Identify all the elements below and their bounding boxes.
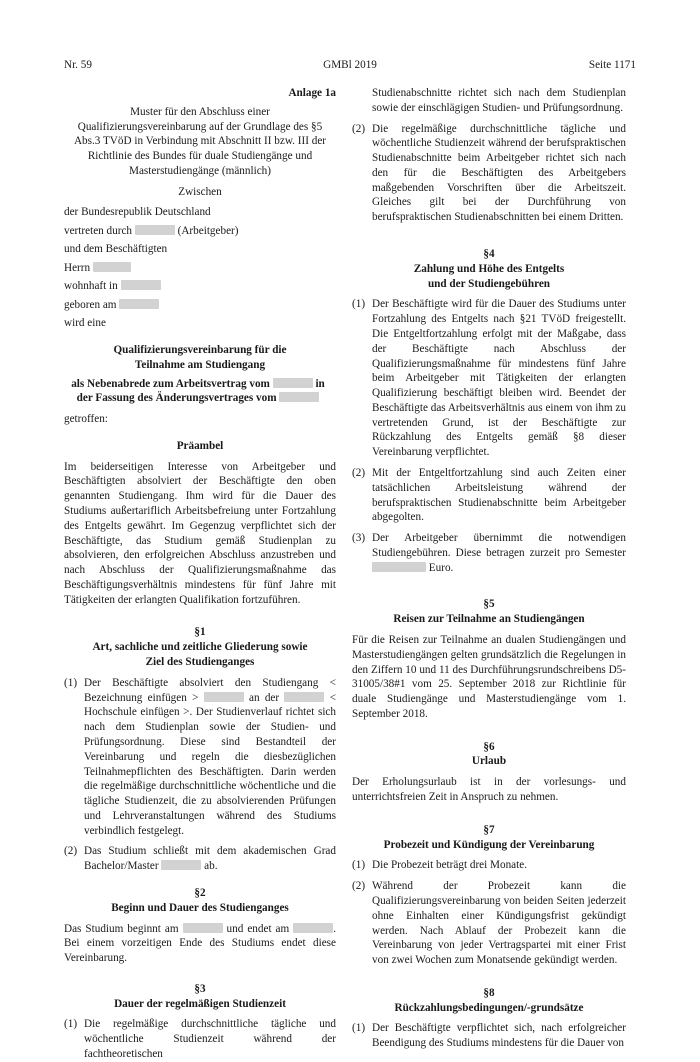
- side-agreement-line: als Nebenabrede zum Arbeitsvertrag vom in der Fassung des Änderungsvertrages vom: [71, 377, 325, 405]
- concluded-label: getroffen:: [64, 413, 108, 426]
- redaction-block: [279, 392, 319, 402]
- section-3-paragraph-1: (1) Die regelmäßige durchschnittliche tägliche und wöchentliche Studienzeit während der fachtheoretischen: [64, 1018, 336, 1060]
- right-column: [352, 86, 626, 1051]
- party-line: und dem Beschäftigten: [64, 243, 168, 256]
- section-5-title: Reisen zur Teilnahme an Studiengängen: [393, 613, 585, 626]
- section-1-paragraph-2: (2) Das Studium schließt mit dem akademischen Grad Bachelor/Master ab.: [64, 845, 336, 873]
- section-6-text: Der Erholungsurlaub ist in der vorlesungs- und unterrichtsfreien Zeit in Anspruch zu nehmen.: [352, 776, 626, 804]
- parties-block: [64, 203, 336, 333]
- annex-label: Anlage 1a: [288, 87, 336, 99]
- agreement-title: Qualifizierungsvereinbarung für die Teilnahme am Studiengang: [113, 343, 287, 371]
- redaction-block: [273, 378, 313, 388]
- issue-number: Nr. 59: [64, 59, 92, 71]
- redaction-block: [372, 562, 426, 572]
- section-6-number: §6: [483, 740, 495, 753]
- intro-text: Muster für den Abschluss einer Qualifizierungsvereinbarung auf der Grundlage des §5 Abs.3 TVöD in Verbindung mit Abschnitt II bzw. III der Richtlinie des Bundes für duale Studiengänge und Masterstudiengänge (männlich): [73, 105, 327, 177]
- section-4-number: §4: [483, 248, 495, 261]
- section-2-title: Beginn und Dauer des Studienganges: [111, 901, 289, 914]
- section-7-paragraph-1: (1) Die Probezeit beträgt drei Monate.: [352, 859, 528, 872]
- section-5-number: §5: [483, 598, 495, 611]
- section-8-title: Rückzahlungsbedingungen/-grundsätze: [394, 1001, 584, 1014]
- redaction-block: [121, 280, 161, 290]
- section-4-paragraph-1: (1) Der Beschäftigte wird für die Dauer des Studiums unter Fortzahlung des Entgelts nach §21 TVöD freigestellt. Die Entgeltfortzahlung erfolgt mit der Maßgabe, dass der Beschäftigte nach Abschluss der Qualifizierungsmaßnahme für mindestens fünf Jahre beim Arbeitgeber mit Tätigkeiten der erlangten Qualifizierung beschäftigt bleiben wird. Beendet der Beschäftigte das Arbeitsverhältnis aus einem von ihm zu vertretenden Grund, ist der Beschäftigte zur Rückzahlung des Entgelts gemäß §8 dieser Vereinbarung verpflichtet.: [352, 298, 626, 459]
- party-line: vertreten durch (Arbeitgeber): [64, 224, 239, 237]
- section-4-paragraph-3: (3) Der Arbeitgeber übernimmt die notwendigen Studiengebühren. Diese betragen zurzeit pro Semester Euro.: [352, 532, 626, 574]
- section-3-paragraph-2: (2) Die regelmäßige durchschnittliche tägliche und wöchentliche Studienzeit während der berufspraktischen Studienabschnitte beim Arbeitgeber richtet sich nach den für die Beschäftigten des Arbeitgebers maßgebenden Vorschriften über die Arbeitszeit. Gleiches gilt bei der Durchführung von berufspraktischen Studienabschnitten bei einem Dritten.: [352, 122, 626, 224]
- party-line: wird eine: [64, 317, 106, 330]
- section-8-paragraph-1: (1) Der Beschäftigte verpflichtet sich, nach erfolgreicher Beendigung des Studiums mindestens für die Dauer von: [352, 1022, 626, 1050]
- preamble-heading: Präambel: [176, 439, 224, 452]
- section-7-paragraph-2: (2) Während der Probezeit kann die Qualifizierungsvereinbarung von beiden Seiten jederzeit ohne Einhalten einer Kündigungsfrist gekündigt werden. Nach Ablauf der Probezeit kann die Vereinbarung von jeder Vertragspartei mit einer Frist von zwei Wochen zum Monatsende gekündigt werden.: [352, 880, 626, 967]
- section-1-paragraph-1: (1) Der Beschäftigte absolviert den Studiengang < Bezeichnung einfügen > an der < Hochschule einfügen >. Der Studienverlauf richtet sich nach dem Studienplan sowie der Studien- und Prüfungsordnung. Diese sind Bestandteil der Vereinbarung und regeln die diesbezüglichen Teilnahmepflichten des Beschäftigten. Darin werden die regelmäßige durchschnittliche wöchentliche und die tägliche Studienzeit, die zu absolvierenden Prüfungen und Lehrveranstaltungen während des Studiums verbindlich festgelegt.: [64, 676, 336, 837]
- party-line: wohnhaft in: [64, 277, 336, 296]
- redaction-block: [204, 692, 244, 702]
- journal-name: GMBl 2019: [323, 59, 377, 71]
- redaction-block: [135, 225, 175, 235]
- redaction-block: [119, 299, 159, 309]
- section-7-title: Probezeit und Kündigung der Vereinbarung: [383, 838, 595, 851]
- party-line: Herrn: [64, 259, 336, 278]
- section-6-title: Urlaub: [471, 755, 507, 768]
- section-1-title: Art, sachliche und zeitliche Gliederung sowie Ziel des Studienganges: [92, 641, 308, 669]
- section-2-text: Das Studium beginnt am und endet am . Bei einem vorzeitigen Ende des Studiums endet diese Vereinbarung.: [64, 922, 337, 965]
- redaction-block: [183, 923, 223, 933]
- section-4-title: Zahlung und Höhe des Entgelts und der Studiengebühren: [413, 262, 565, 290]
- section-3-continued: Studienabschnitte richtet sich nach dem Studienplan sowie der einschlägigen Studien- und Prüfungsordnung.: [372, 87, 626, 114]
- section-2-number: §2: [194, 886, 206, 899]
- redaction-block: [161, 860, 201, 870]
- between-label: Zwischen: [178, 185, 222, 198]
- page-header: [64, 58, 636, 74]
- party-line: der Bundesrepublik Deutschland: [64, 206, 211, 219]
- page-number: Seite 1171: [588, 59, 636, 71]
- party-line: geboren am: [64, 296, 336, 315]
- redaction-block: [93, 262, 131, 272]
- section-4-paragraph-2: (2) Mit der Entgeltfortzahlung sind auch Zeiten einer tatsächlichen Arbeitsleistung während der berufspraktischen Studienabschnitte beim Arbeitgeber abgegolten.: [352, 466, 626, 524]
- section-3-number: §3: [194, 982, 206, 995]
- redaction-block: [284, 692, 324, 702]
- section-5-text: Für die Reisen zur Teilnahme an dualen Studiengängen und Masterstudiengängen gelten grundsätzlich die Regelungen in den Ziffern 10 und 11 des Durchführungsrundschreibens D5-31005/38#1 vom 25. September 2018 zur Richtlinie für duale Studiengänge und Masterstudiengänge vom 1. September 2018.: [352, 634, 626, 720]
- redaction-block: [293, 923, 333, 933]
- section-7-number: §7: [483, 823, 495, 836]
- preamble-text: Im beiderseitigen Interesse von Arbeitgeber und Beschäftigten absolviert der Beschäftigte den oben genannten Studiengang. Ihm wird für die Dauer des Studiums außertariflich Arbeitsbefreiung unter Fortzahlung des Entgelts gewährt. Im Gegenzug verpflichtet sich der Beschäftigte, das Studium gemäß Studienplan zu absolvieren, den erfolgreichen Abschluss anzustreben und nach Abschluss der Qualifizierungsmaßnahme das Beschäftigungsverhältnis mindestens für fünf Jahre mit Tätigkeiten der erlangten Qualifikation fortzuführen.: [64, 460, 336, 606]
- section-8-number: §8: [483, 986, 495, 999]
- left-column: [64, 86, 336, 1062]
- section-3-title: Dauer der regelmäßigen Studienzeit: [114, 997, 286, 1010]
- section-1-number: §1: [194, 626, 206, 639]
